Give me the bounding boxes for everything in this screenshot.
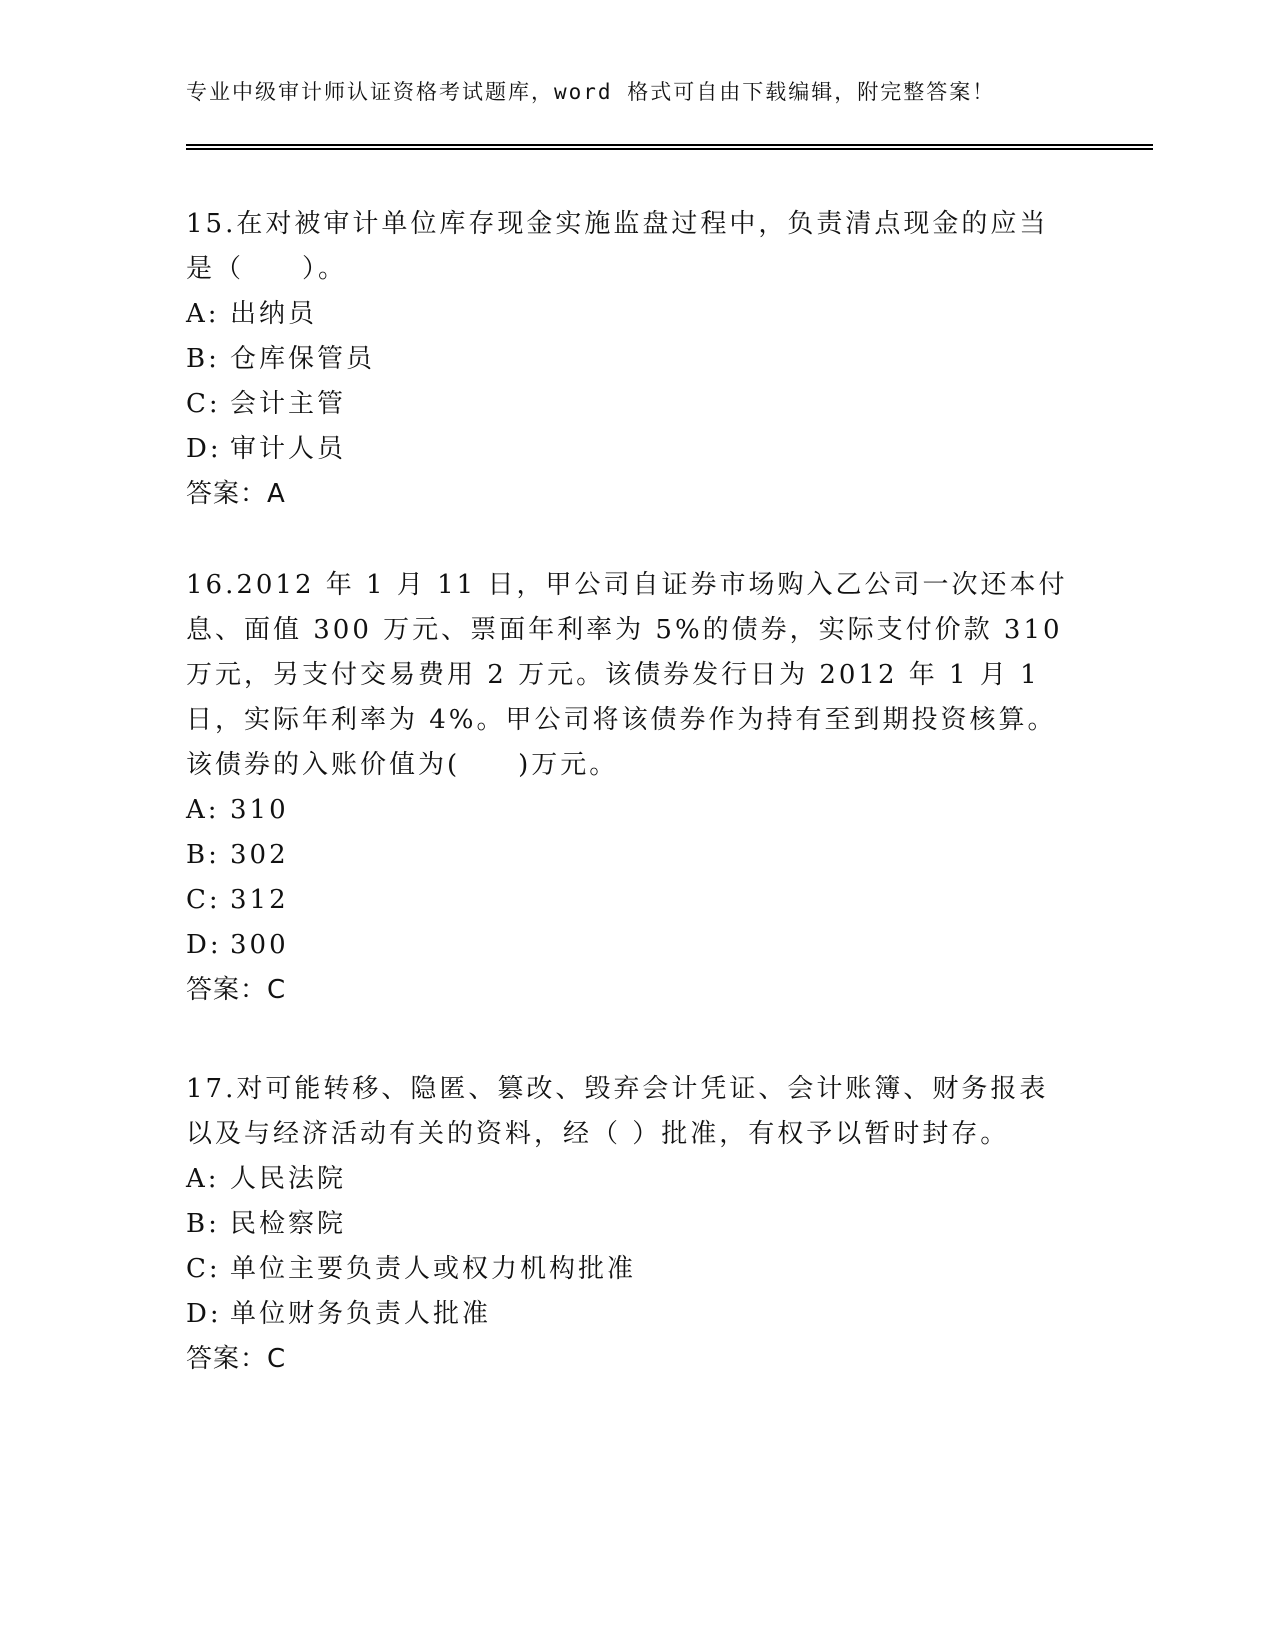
option-d [186, 923, 1076, 968]
option-text: 会计主管 [230, 389, 347, 419]
answer: 答案：C [186, 1344, 287, 1374]
option-text: 312 [230, 885, 289, 915]
option-a [186, 292, 1076, 337]
option-key: D: [186, 434, 222, 464]
option-key: A: [186, 795, 220, 825]
option-c [186, 878, 1076, 923]
question-17 [186, 1067, 1076, 1382]
option-text: 人民法院 [230, 1164, 347, 1194]
option-text: 审计人员 [230, 434, 347, 464]
option-text: 310 [230, 795, 289, 825]
question-15 [186, 202, 1076, 517]
header-divider [186, 144, 1153, 150]
option-b [186, 1202, 1076, 1247]
question-16 [186, 563, 1076, 1013]
option-key: D: [186, 930, 222, 960]
option-key: A: [186, 299, 220, 329]
option-a [186, 788, 1076, 833]
option-key: D: [186, 1299, 222, 1329]
option-key: C: [186, 885, 221, 915]
option-a [186, 1157, 1076, 1202]
question-stem: 16.2012 年 1 月 11 日，甲公司自证券市场购入乙公司一次还本付息、面值 300 万元、票面年利率为 5%的债券，实际支付价款 310 万元，另支付交易费用 2 万元。该债券发行日为 2012 年 1 月 1 日，实际年利率为 4%。甲公司将该债券作为持有至到期投资核算。该债券的入账价值为( )万元。 [186, 570, 1068, 780]
option-text: 仓库保管员 [230, 344, 376, 374]
option-key: A: [186, 1164, 220, 1194]
option-key: B: [186, 1209, 220, 1239]
option-c [186, 382, 1076, 427]
option-key: C: [186, 389, 221, 419]
option-c [186, 1247, 1076, 1292]
option-b [186, 833, 1076, 878]
option-text: 单位财务负责人批准 [230, 1299, 492, 1329]
option-key: B: [186, 840, 220, 870]
answer: 答案：C [186, 975, 287, 1005]
option-d [186, 1292, 1076, 1337]
option-d [186, 427, 1076, 472]
option-key: B: [186, 344, 220, 374]
question-stem: 15.在对被审计单位库存现金实施监盘过程中，负责清点现金的应当是（ ）。 [186, 209, 1049, 284]
option-b [186, 337, 1076, 382]
page-header: 专业中级审计师认证资格考试题库，word 格式可自由下载编辑，附完整答案！ [186, 80, 996, 104]
answer: 答案：A [186, 479, 286, 509]
question-stem: 17.对可能转移、隐匿、篡改、毁弃会计凭证、会计账簿、财务报表以及与经济活动有关的资料，经（ ）批准，有权予以暂时封存。 [186, 1074, 1049, 1149]
option-text: 民检察院 [230, 1209, 347, 1239]
option-text: 出纳员 [230, 299, 318, 329]
option-key: C: [186, 1254, 221, 1284]
option-text: 302 [230, 840, 289, 870]
option-text: 300 [230, 930, 289, 960]
option-text: 单位主要负责人或权力机构批准 [230, 1254, 637, 1284]
